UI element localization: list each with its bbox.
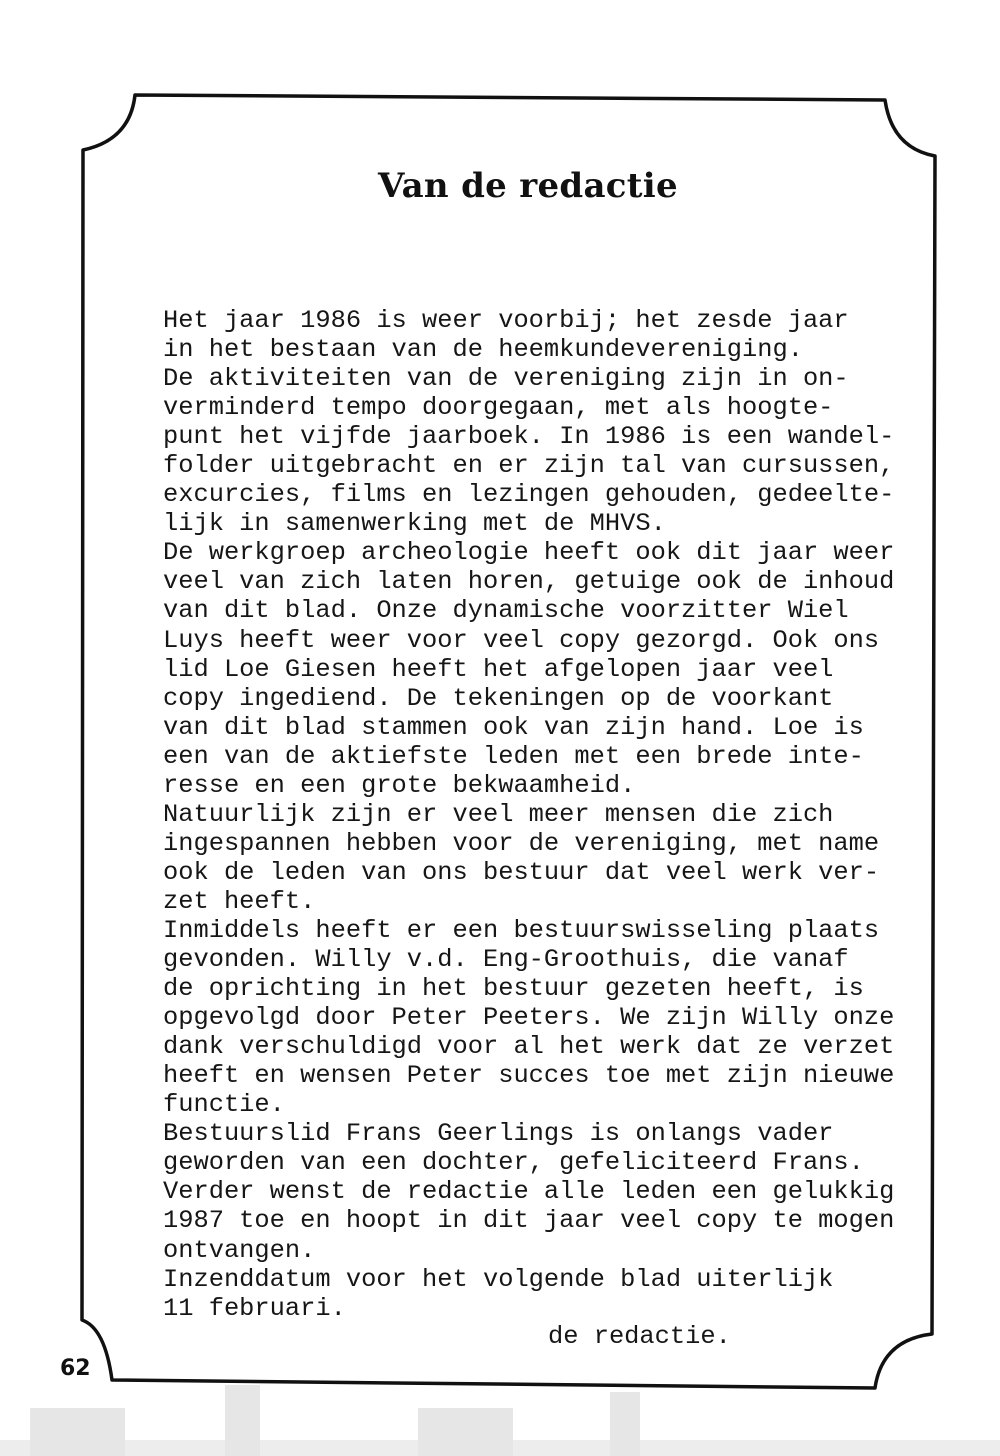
text-line: Het jaar 1986 is weer voorbij; het zesde jaar [163, 306, 849, 335]
text-line: Verder wenst de redactie alle leden een gelukkig [163, 1177, 895, 1207]
text-line: geworden van een dochter, gefeliciteerd Frans. [163, 1148, 864, 1178]
scan-artifact [0, 1440, 1000, 1456]
text-line: ook de leden van ons bestuur dat veel werk ver- [163, 857, 880, 887]
text-line: in het bestaan van de heemkundevereniging. [163, 335, 803, 365]
text-line: verminderd tempo doorgegaan, met als hoogte- [163, 393, 834, 423]
text-line: de oprichting in het bestuur gezeten heeft, is [163, 974, 864, 1004]
text-line: De aktiviteiten van de vereniging zijn in on- [163, 364, 849, 394]
text-line: copy ingediend. De tekeningen op de voorkant [163, 683, 834, 713]
text-line: lijk in samenwerking met de MHVS. [163, 509, 666, 539]
article-body [163, 306, 894, 1323]
text-line: Luys heeft weer voor veel copy gezorgd. Ook ons [163, 625, 880, 655]
text-line: excurcies, films en lezingen gehouden, gedeelte- [163, 480, 895, 510]
text-line: ingespannen hebben voor de vereniging, met name [163, 828, 880, 858]
text-line: zet heeft. [163, 886, 316, 916]
text-line: van dit blad stammen ook van zijn hand. Loe is [163, 712, 864, 742]
text-line: heeft en wensen Peter succes toe met zijn nieuwe [163, 1061, 895, 1091]
text-line: resse en een grote bekwaamheid. [163, 770, 636, 800]
text-line: 11 februari. [163, 1293, 346, 1323]
text-line: functie. [163, 1090, 285, 1120]
text-line: opgevolgd door Peter Peeters. We zijn Willy onze [163, 1003, 895, 1033]
page-number: 62 [60, 1356, 91, 1381]
text-line: veel van zich laten horen, getuige ook de inhoud [163, 567, 895, 597]
text-line: De werkgroep archeologie heeft ook dit jaar weer [163, 538, 895, 568]
page-title: Van de redactie [378, 166, 678, 206]
text-line: Inmiddels heeft er een bestuurswisseling plaats [163, 915, 880, 945]
text-line: Bestuurslid Frans Geerlings is onlangs vader [163, 1119, 834, 1149]
text-line: een van de aktiefste leden met een brede inte- [163, 741, 864, 771]
text-line: dank verschuldigd voor al het werk dat ze verzet [163, 1032, 895, 1062]
text-line: ontvangen. [163, 1235, 316, 1265]
text-line: lid Loe Giesen heeft het afgelopen jaar veel [163, 654, 834, 684]
text-line: folder uitgebracht en er zijn tal van cursussen, [163, 451, 895, 481]
text-line: Natuurlijk zijn er veel meer mensen die zich [163, 799, 834, 829]
text-line: van dit blad. Onze dynamische voorzitter Wiel [163, 596, 849, 626]
signature: de redactie. [548, 1322, 731, 1351]
text-line: Inzenddatum voor het volgende blad uiterlijk [163, 1264, 834, 1294]
text-line: gevonden. Willy v.d. Eng-Groothuis, die vanaf [163, 945, 849, 975]
text-line: punt het vijfde jaarboek. In 1986 is een wandel- [163, 422, 895, 452]
text-line: 1987 toe en hoopt in dit jaar veel copy te mogen [163, 1206, 895, 1236]
